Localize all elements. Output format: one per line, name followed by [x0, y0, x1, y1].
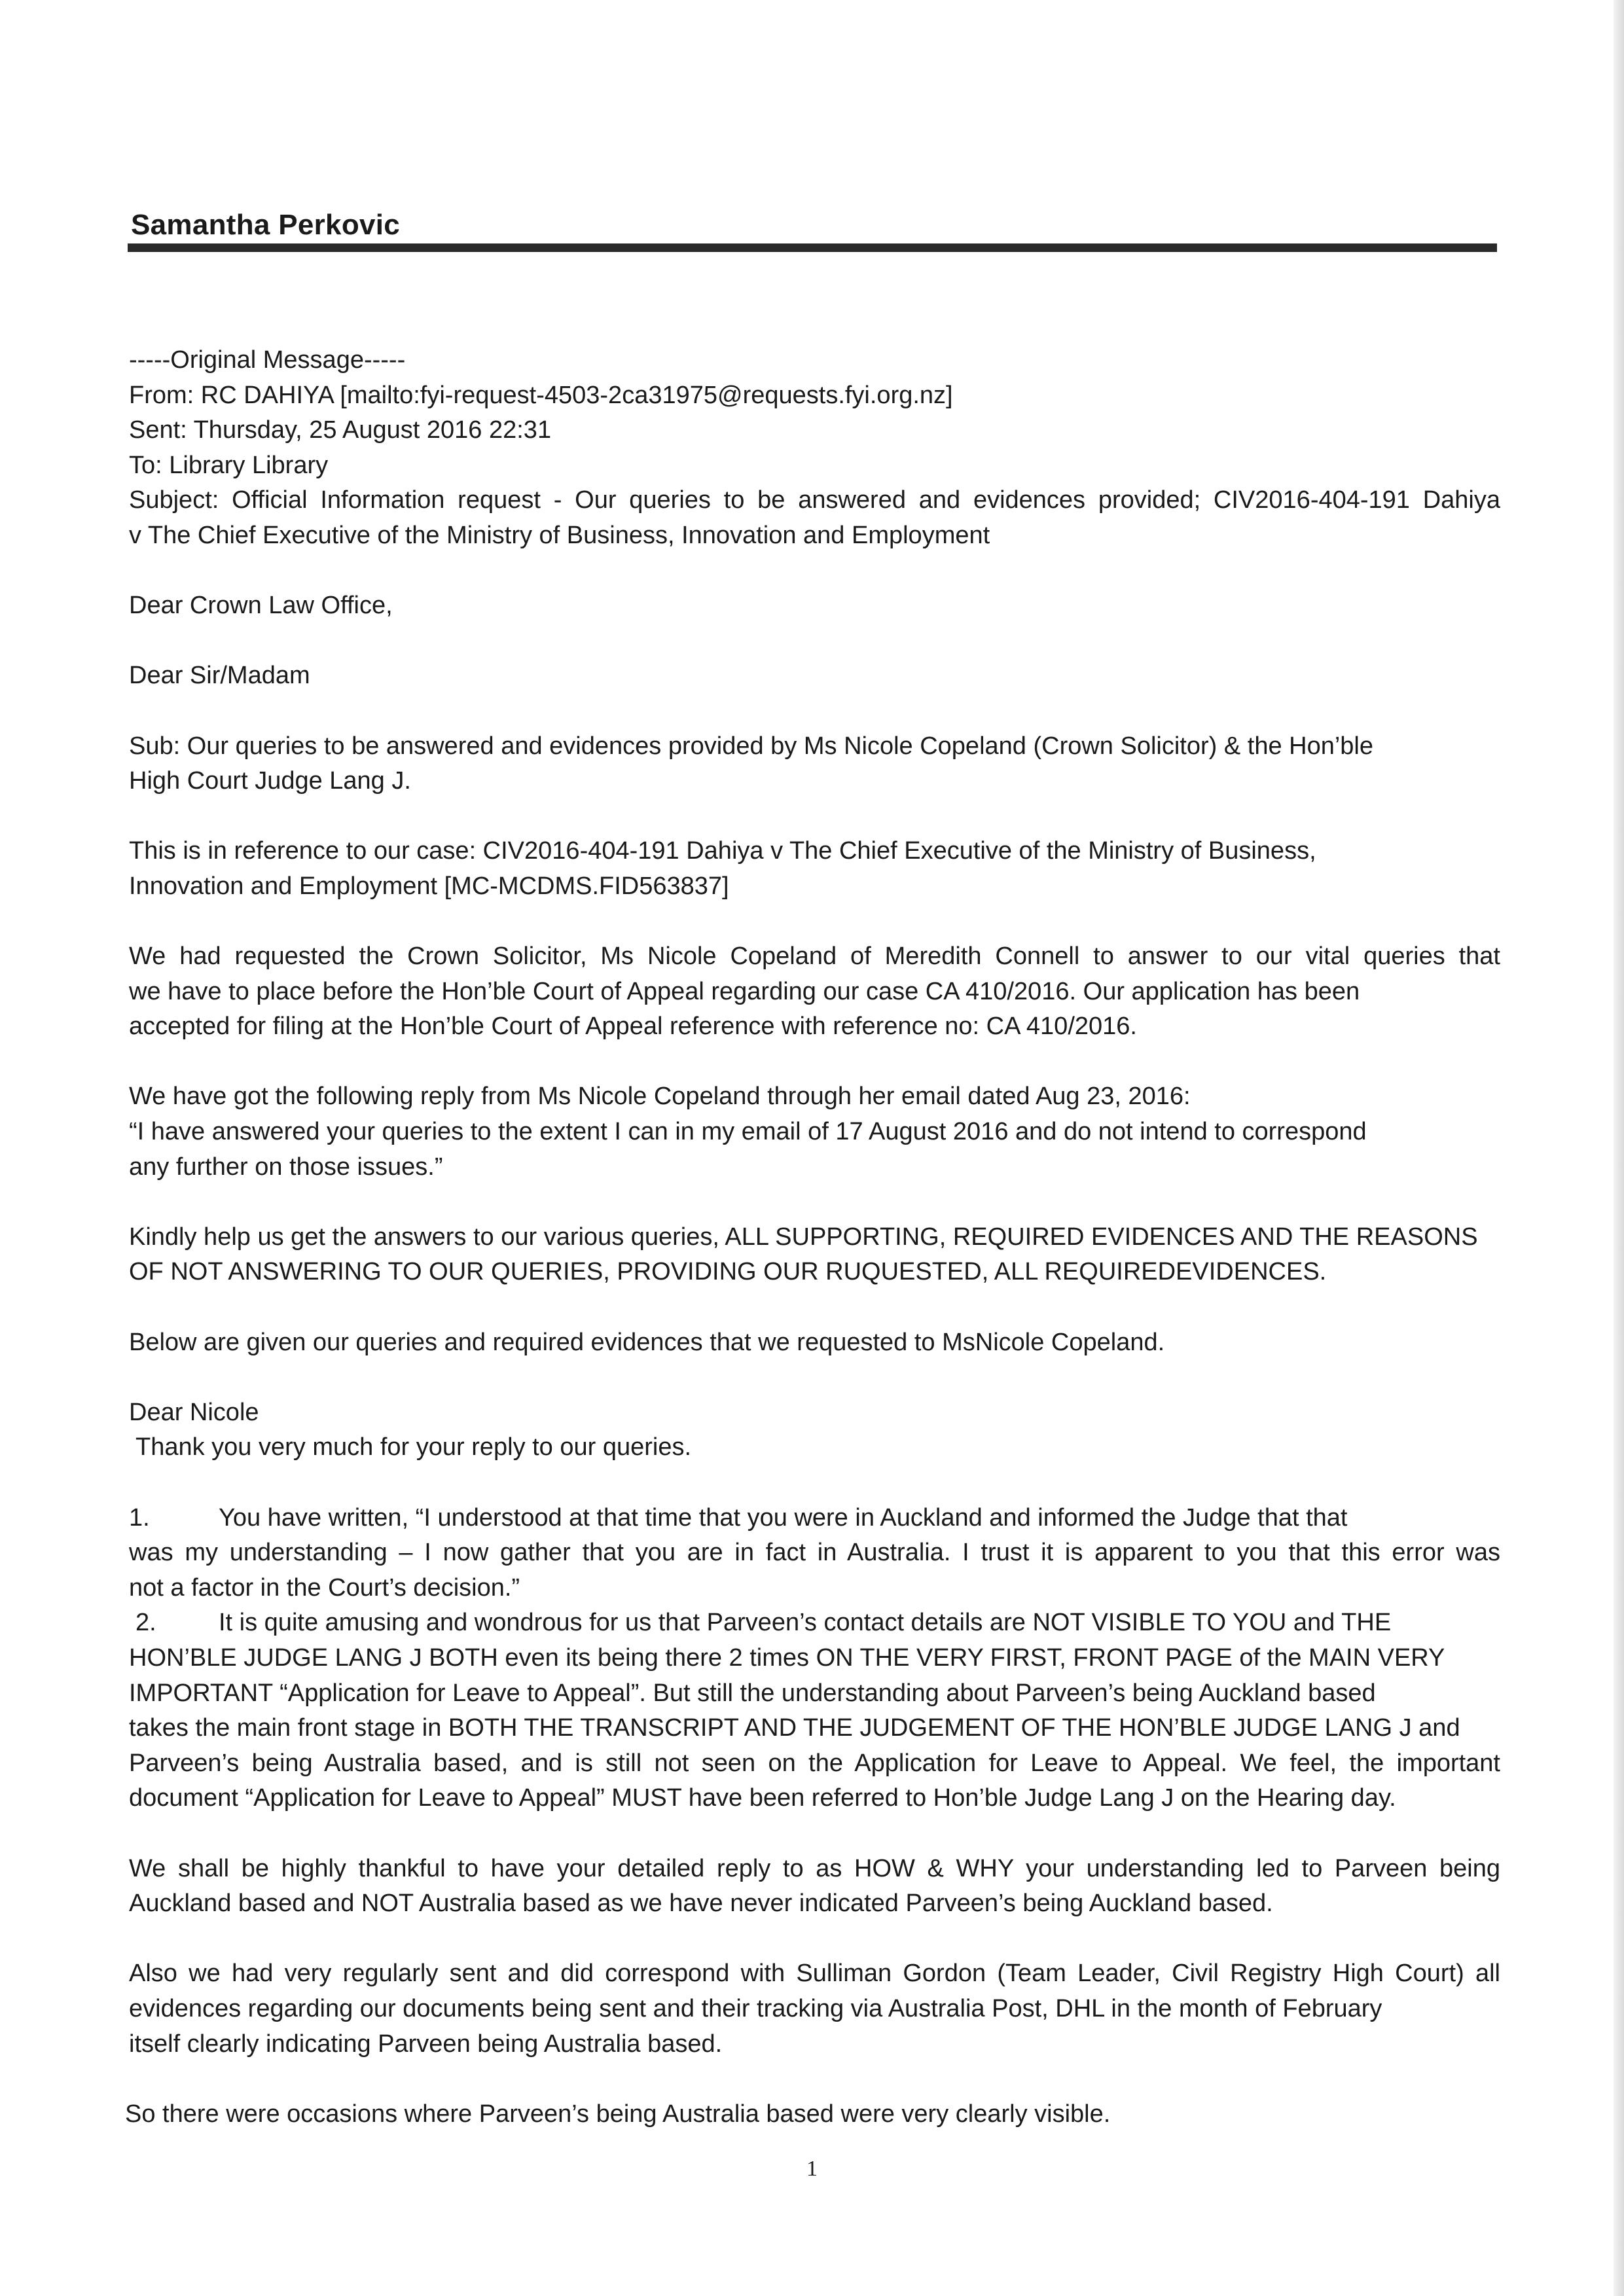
item-1-line-3: not a factor in the Court’s decision.”: [129, 1573, 520, 1602]
occasions-line: So there were occasions where Parveen’s being Australia based were very clearly visible.: [125, 2100, 1111, 2128]
item-2-number: 2.: [135, 1609, 156, 1637]
sub-line-2: High Court Judge Lang J.: [129, 767, 411, 795]
original-message-marker: -----Original Message-----: [129, 346, 406, 374]
request-line-1: We had requested the Crown Solicitor, Ms Nicole Copeland of Meredith Connell to answer to our vital queries that: [129, 942, 1500, 971]
request-line-2: we have to place before the Hon’ble Court of Appeal regarding our case CA 410/2016. Our application has been: [129, 977, 1360, 1005]
email-body: [125, 343, 1500, 2132]
item-1-text-1: You have written, “I understood at that time that you were in Auckland and informed the Judge that that: [219, 1503, 1348, 1532]
item-1-line-1: [129, 1501, 1500, 1536]
reply-line-1: We have got the following reply from Ms Nicole Copeland through her email dated Aug 23, 2016:: [129, 1083, 1191, 1111]
email-from-line: From: RC DAHIYA [mailto:fyi-request-4503-2ca31975@requests.fyi.org.nz]: [129, 381, 953, 409]
also-line-1: Also we had very regularly sent and did correspond with Sulliman Gordon (Team Leader, Civil Registry High Court) all: [129, 1960, 1500, 1988]
dear-nicole: Dear Nicole: [129, 1398, 259, 1426]
item-2-line-1: [129, 1605, 1500, 1641]
thankful-line-2: Auckland based and NOT Australia based as we have never indicated Parveen’s being Auckland based.: [129, 1890, 1273, 1918]
kindly-line-1: Kindly help us get the answers to our various queries, ALL SUPPORTING, REQUIRED EVIDENCES AND THE REASONS: [129, 1223, 1478, 1251]
header-divider-rule: [128, 243, 1497, 252]
email-to-line: To: Library Library: [129, 451, 329, 479]
thankful-line-1: We shall be highly thankful to have your detailed reply to as HOW & WHY your understanding led to Parveen being: [129, 1854, 1500, 1882]
thank-you-line: Thank you very much for your reply to our queries.: [135, 1433, 692, 1462]
reference-line-1: This is in reference to our case: CIV2016-404-191 Dahiya v The Chief Executive of the Ministry of Business,: [129, 837, 1316, 865]
also-line-3: itself clearly indicating Parveen being Australia based.: [129, 2030, 723, 2058]
email-subject-line-1: Subject: Official Information request - Our queries to be answered and evidences provided; CIV2016-404-191 Dahiya: [129, 486, 1500, 514]
item-2-line-2: HON’BLE JUDGE LANG J BOTH even its being there 2 times ON THE VERY FIRST, FRONT PAGE of the MAIN VERY: [129, 1643, 1445, 1672]
greeting-crown-law: Dear Crown Law Office,: [129, 592, 393, 620]
item-2-line-5: Parveen’s being Australia based, and is still not seen on the Application for Leave to Appeal. We feel, the important: [129, 1749, 1500, 1777]
email-subject-line-2: v The Chief Executive of the Ministry of Business, Innovation and Employment: [129, 521, 990, 549]
reply-line-3: any further on those issues.”: [129, 1153, 443, 1181]
item-1-line-2: was my understanding – I now gather that you are in fact in Australia. I trust it is apparent to you that this error was: [129, 1539, 1500, 1567]
item-2-line-4: takes the main front stage in BOTH THE TRANSCRIPT AND THE JUDGEMENT OF THE HON’BLE JUDGE LANG J and: [129, 1714, 1460, 1742]
page-number: 1: [806, 2157, 818, 2181]
reply-line-2: “I have answered your queries to the extent I can in my email of 17 August 2016 and do not intend to correspond: [129, 1118, 1367, 1146]
item-2-line-3: IMPORTANT “Application for Leave to Appeal”. But still the understanding about Parveen’s being Auckland based: [129, 1679, 1376, 1707]
reference-line-2: Innovation and Employment [MC-MCDMS.FID563837]: [129, 872, 729, 900]
request-line-3: accepted for filing at the Hon’ble Court of Appeal reference with reference no: CA 410/2016.: [129, 1013, 1137, 1041]
page-edge-shadow: [1614, 0, 1624, 2296]
below-line: Below are given our queries and required evidences that we requested to MsNicole Copeland.: [129, 1328, 1165, 1356]
also-line-2: evidences regarding our documents being sent and their tracking via Australia Post, DHL in the month of February: [129, 1994, 1382, 2022]
email-sent-line: Sent: Thursday, 25 August 2016 22:31: [129, 416, 552, 444]
item-2-text-1: It is quite amusing and wondrous for us that Parveen’s contact details are NOT VISIBLE TO YOU and THE: [219, 1609, 1392, 1637]
kindly-line-2: OF NOT ANSWERING TO OUR QUERIES, PROVIDING OUR RUQUESTED, ALL REQUIREDEVIDENCES.: [129, 1258, 1327, 1286]
greeting-sir-madam: Dear Sir/Madam: [129, 662, 310, 690]
sender-name-header: Samantha Perkovic: [131, 209, 401, 241]
item-2-line-6: document “Application for Leave to Appeal” MUST have been referred to Hon’ble Judge Lang J on the Hearing day.: [129, 1784, 1396, 1812]
sub-line-1: Sub: Our queries to be answered and evidences provided by Ms Nicole Copeland (Crown Solicitor) & the Hon’ble: [129, 732, 1374, 760]
item-1-number: 1.: [129, 1503, 150, 1532]
